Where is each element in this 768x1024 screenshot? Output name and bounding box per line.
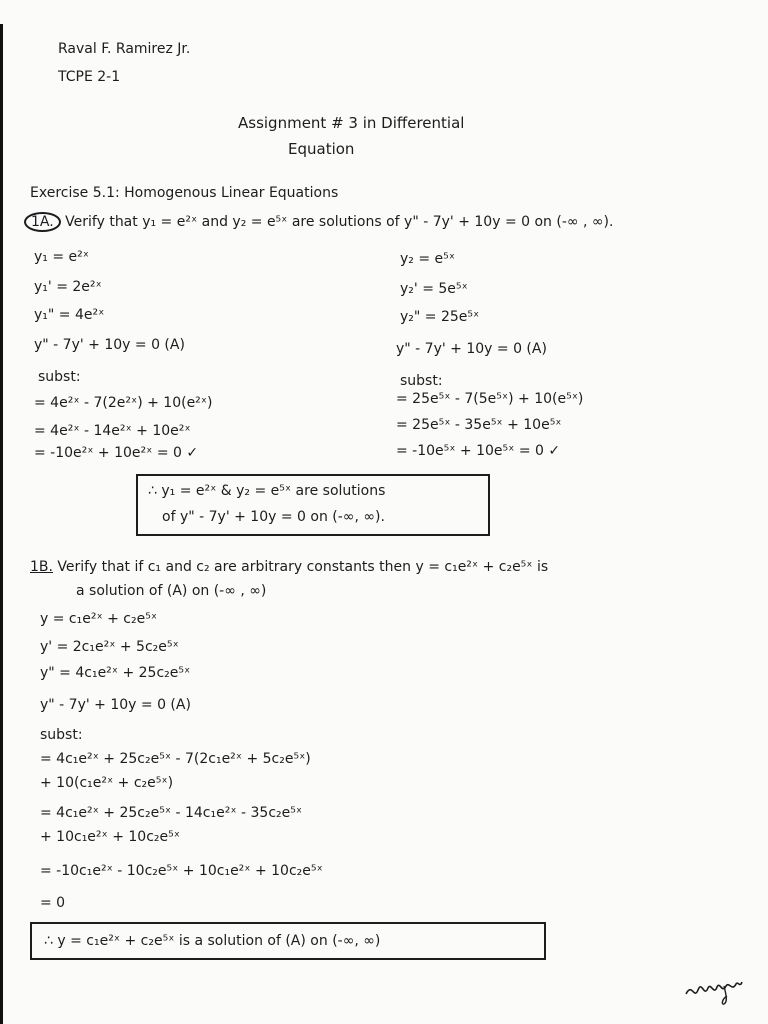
part-1a-question: Verify that y₁ = e²ˣ and y₂ = e⁵ˣ are solutions of y" - 7y' + 10y = 0 on (-∞ , ∞). xyxy=(65,214,614,230)
part-1b-step-7: + 10(c₁e²ˣ + c₂e⁵ˣ) xyxy=(40,775,174,791)
part-1b-label: 1B. xyxy=(30,559,53,575)
part-1b-step-6: = 4c₁e²ˣ + 25c₂e⁵ˣ - 7(2c₁e²ˣ + 5c₂e⁵ˣ) xyxy=(40,751,311,767)
part-1a-right-6: = 25e⁵ˣ - 7(5e⁵ˣ) + 10(e⁵ˣ) xyxy=(396,391,584,407)
part-1b-conclusion: ∴ y = c₁e²ˣ + c₂e⁵ˣ is a solution of (A) on (-∞, ∞) xyxy=(44,933,381,949)
part-1b-step-10: = -10c₁e²ˣ - 10c₂e⁵ˣ + 10c₁e²ˣ + 10c₂e⁵ˣ xyxy=(40,863,323,879)
part-1b-step-9: + 10c₁e²ˣ + 10c₂e⁵ˣ xyxy=(40,829,180,845)
part-1a-left-2: y₁' = 2e²ˣ xyxy=(34,279,102,295)
part-1a-left-4: y" - 7y' + 10y = 0 (A) xyxy=(34,337,185,353)
part-1a-conclusion-box xyxy=(136,474,490,536)
part-1b-question: Verify that if c₁ and c₂ are arbitrary constants then y = c₁e²ˣ + c₂e⁵ˣ is xyxy=(57,559,549,575)
part-1a-left-6: = 4e²ˣ - 7(2e²ˣ) + 10(e²ˣ) xyxy=(34,395,213,411)
part-1a-right-2: y₂' = 5e⁵ˣ xyxy=(400,281,468,297)
part-1a-right-7: = 25e⁵ˣ - 35e⁵ˣ + 10e⁵ˣ xyxy=(396,417,562,433)
class-section: TCPE 2-1 xyxy=(58,69,121,85)
part-1a-left-3: y₁" = 4e²ˣ xyxy=(34,307,105,323)
student-name: Raval F. Ramirez Jr. xyxy=(58,41,191,57)
part-1a-conclusion-line1: ∴ y₁ = e²ˣ & y₂ = e⁵ˣ are solutions xyxy=(148,483,386,499)
part-1a-left-8: = -10e²ˣ + 10e²ˣ = 0 ✓ xyxy=(34,445,199,461)
part-1a-left-5: subst: xyxy=(38,369,81,385)
part-1b-step-5: subst: xyxy=(40,727,83,743)
part-1b-prompt-line1 xyxy=(30,560,548,574)
part-1b-step-4: y" - 7y' + 10y = 0 (A) xyxy=(40,697,191,713)
part-1a-right-4: y" - 7y' + 10y = 0 (A) xyxy=(396,341,547,357)
part-1a-right-1: y₂ = e⁵ˣ xyxy=(400,251,455,267)
part-1a-conclusion-line2: of y" - 7y' + 10y = 0 on (-∞, ∞). xyxy=(162,509,385,525)
part-1b-step-8: = 4c₁e²ˣ + 25c₂e⁵ˣ - 14c₁e²ˣ - 35c₂e⁵ˣ xyxy=(40,805,303,821)
part-1a-label: 1A. xyxy=(24,212,61,232)
part-1a-right-5: subst: xyxy=(400,373,443,389)
part-1b-step-11: = 0 xyxy=(40,895,66,911)
signature-image xyxy=(684,972,744,1006)
page-title-line1: Assignment # 3 in Differential xyxy=(238,114,465,132)
part-1a-right-8: = -10e⁵ˣ + 10e⁵ˣ = 0 ✓ xyxy=(396,443,561,459)
part-1a-prompt xyxy=(24,212,613,232)
part-1b-conclusion-box xyxy=(30,922,546,960)
page-edge xyxy=(0,24,3,1024)
exercise-heading: Exercise 5.1: Homogenous Linear Equations xyxy=(30,185,339,201)
part-1a-right-3: y₂" = 25e⁵ˣ xyxy=(400,309,480,325)
part-1b-step-3: y" = 4c₁e²ˣ + 25c₂e⁵ˣ xyxy=(40,665,191,681)
part-1a-left-7: = 4e²ˣ - 14e²ˣ + 10e²ˣ xyxy=(34,423,191,439)
page-title-line2: Equation xyxy=(288,140,355,158)
part-1a-left-1: y₁ = e²ˣ xyxy=(34,249,89,265)
part-1b-step-1: y = c₁e²ˣ + c₂e⁵ˣ xyxy=(40,611,158,627)
part-1b-prompt-line2: a solution of (A) on (-∞ , ∞) xyxy=(76,583,267,599)
part-1b-step-2: y' = 2c₁e²ˣ + 5c₂e⁵ˣ xyxy=(40,639,179,655)
